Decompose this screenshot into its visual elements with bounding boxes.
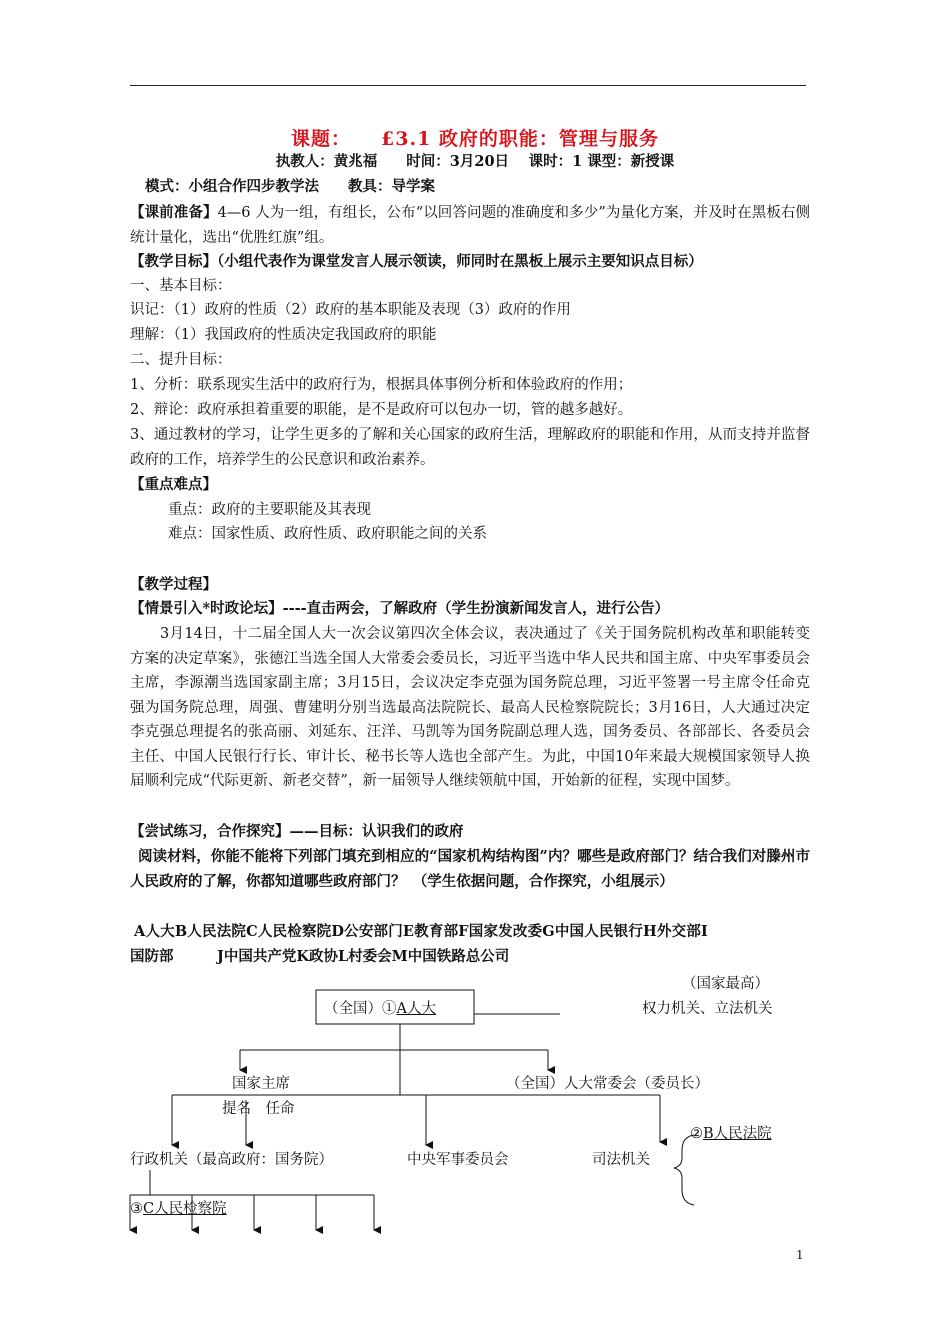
- basic-goals-title: 一、基本目标：: [130, 278, 232, 294]
- procur-answer: C人民检察院: [143, 1201, 227, 1217]
- intro-heading: 【情景引入*时政论坛】----直击两会，了解政府（学生扮演新闻发言人，进行公告）: [130, 600, 670, 617]
- node-standing-committee: （全国）人大常委会（委员长）: [506, 1076, 709, 1092]
- advance-goals-title: 二、提升目标：: [130, 352, 232, 368]
- understand-goal: 理解：（1）我国政府的性质决定我国政府的职能: [130, 327, 437, 343]
- goals-heading: 【教学目标】（小组代表作为课堂发言人展示领读，师同时在黑板上展示主要知识点目标）: [130, 253, 703, 270]
- title-prefix: 课题：: [291, 128, 352, 150]
- mode-line: 模式：小组合作四步教学法 教具：导学案: [145, 178, 435, 195]
- top-note-2: 权力机关、立法机关: [642, 1001, 773, 1017]
- node-procuratorate: [130, 1197, 227, 1218]
- judicial-brace: [674, 1135, 694, 1205]
- options-line-2: 国防部 J中国共产党K政协L村委会M中国铁路总公司: [130, 948, 510, 965]
- node-judicial: 司法机关: [592, 1152, 650, 1168]
- intro-paragraph: 3月14日，十二届全国人大一次会议第四次全体会议，表决通过了《关于国务院机构改革和职能转变方案的决定草案》，张德江当选全国人大常委会委员长，习近平当选中华人民共和国主席、中央军事委员会主席，李源潮当选国家副主席；3月15日，会议决定李克强为国务院总理，习近平签署一号主席令任命克强为国务院总理，周强、曹建明分别当选最高法院院长、最高人民检察院院长；3月16日，人大通过决定李克强总理提名的张高丽、刘延东、汪洋、马凯等为国务院副总理人选，国务委员、各部部长、各委员会主任、中国人民银行行长、审计长、秘书长等人选也全部产生。为此，中国10年来最大规模国家领导人换届顺利完成“代际更新、新老交替”，新一届领导人继续领航中国，开始新的征程，实现中国梦。: [130, 626, 810, 789]
- top-box-answer: A人大: [396, 1001, 436, 1017]
- title-main: £3.1 政府的职能：管理与服务: [381, 128, 659, 150]
- page-number: 1: [796, 1248, 804, 1262]
- lesson-title: [0, 124, 950, 151]
- top-box-label: [324, 997, 436, 1018]
- options-line-1: A人大B人民法院C人民检察院D公安部门E教育部F国家发改委G中国人民银行H外交部I: [134, 923, 709, 940]
- prep-paragraph: [130, 201, 810, 250]
- prep-text: 4—6 人为一组，有组长，公布“以回答问题的准确度和多少”为量化方案，并及时在黑板右侧统计量化，选出“优胜红旗”组。: [130, 205, 811, 246]
- advance-goal-3: 3、通过教材的学习，让学生更多的了解和关心国家的政府生活，理解政府的职能和作用，从而支持并监督政府的工作，培养学生的公民意识和政治素养。: [130, 427, 810, 468]
- node-nominate: 提名 任命: [222, 1101, 295, 1117]
- advance-goal-2: 2、辩论：政府承担着重要的职能，是不是政府可以包办一切，管的越多越好。: [130, 402, 633, 418]
- meta-line: 执教人：黄兆福 时间：3月20日 课时：1 课型：新授课: [275, 153, 675, 170]
- node-military: 中央军事委员会: [407, 1152, 509, 1168]
- practice-paragraph: 阅读材料，你能不能将下列部门填充到相应的“国家机构结构图”内？哪些是政府部门？结合我们对滕州市人民政府的了解，你都知道哪些政府部门？ （学生依据问题，合作探究，小组展示）: [130, 848, 810, 890]
- header-rule: [130, 85, 806, 86]
- difficult-point: 难点：国家性质、政府性质、政府职能之间的关系: [168, 526, 487, 542]
- top-box-prefix: （全国）①: [324, 1001, 397, 1017]
- node-president: 国家主席: [232, 1076, 290, 1092]
- court-prefix: ②: [690, 1126, 703, 1142]
- procur-prefix: ③: [130, 1201, 143, 1217]
- node-admin: 行政机关（最高政府：国务院）: [130, 1152, 333, 1168]
- node-court: [690, 1122, 772, 1143]
- court-answer: B人民法院: [703, 1126, 772, 1142]
- top-note-1: （国家最高）: [682, 976, 769, 992]
- practice-heading: 【尝试练习，合作探究】——目标：认识我们的政府: [130, 823, 464, 840]
- recall-goal: 识记：（1）政府的性质（2）政府的基本职能及表现（3）政府的作用: [130, 302, 571, 318]
- prep-label: 【课前准备】: [130, 204, 218, 221]
- process-heading: 【教学过程】: [130, 576, 217, 593]
- key-points-heading: 【重点难点】: [130, 476, 217, 493]
- advance-goal-1: 1、分析：联系现实生活中的政府行为，根据具体事例分析和体验政府的作用；: [130, 377, 633, 393]
- key-point: 重点：政府的主要职能及其表现: [168, 502, 371, 518]
